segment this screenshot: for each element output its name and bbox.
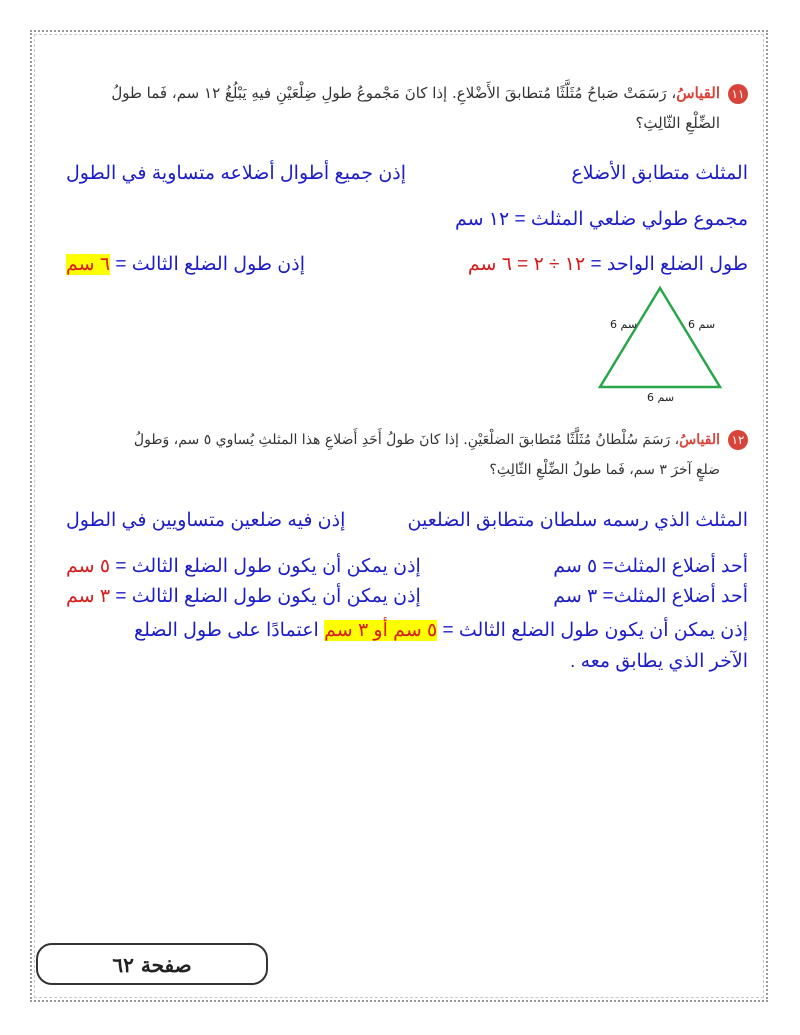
answer-2-conclusion-line-1 [134, 619, 748, 643]
answer-2-line-1-right: المثلث الذي رسمه سلطان متطابق الضلعين [407, 510, 748, 531]
answer-1-line-1-right: المثلث متطابق الأضلاع [571, 163, 748, 184]
triangle-left-label: 6 سم [610, 318, 638, 331]
question-2-text: رَسَمَ سُلْطانُ مُثَلَّثًا مُتَطابقَ الضلْعَيْنِ. إذا كانَ طولُ أَحَدِ أَضلاعِ هذا المثلثِ يُساوي ٥ سم، وَطولُ [133, 432, 671, 448]
third-side-value: ٦ سم [66, 254, 111, 275]
page-number-box [36, 943, 268, 985]
page-number: صفحة ٦٢ [112, 953, 192, 977]
answer-2-conclusion-line-2: الآخر الذي يطابق معه . [570, 651, 748, 672]
answer-2-line-2-left [66, 555, 421, 579]
possible-third-side-value-2: ٣ سم [66, 586, 111, 607]
side-length-calc: ١٢ ÷ ٢ = ٦ سم [467, 254, 586, 275]
answer-2-line-3-left [66, 585, 421, 609]
triangle-bottom-label: 6 سم [647, 391, 675, 403]
question-2-line-1: ١٢القياسُ، رَسَمَ سُلْطانُ مُثَلَّثًا مُتَطابقَ الضلْعَيْنِ. إذا كانَ طولُ أَحَدِ أَضلاعِ هذا المثلثِ يُساوي ٥ سم، وَطولُ [88, 425, 748, 455]
third-side-label: إذن طول الضلع الثالث = [115, 254, 305, 275]
answer-2-line-2-right: أحد أضلاع المثلث= ٥ سم [553, 556, 748, 577]
question-1-number-badge: ١١ [728, 84, 748, 104]
side-length-label: طول الضلع الواحد = [590, 254, 748, 275]
question-1-keyword: القياسُ [676, 84, 720, 102]
conclusion-value: ٥ سم أو ٣ سم [324, 620, 438, 641]
question-1-text: رَسَمَتْ صَباحُ مُثَلَّثًا مُتطابقَ الأَضْلاعِ. إذا كانَ مَجْموعُ طولِ ضِلْعَيْنِ فيهِ يَبْلُغُ ١٢ سم، فَما طولُ [111, 84, 667, 102]
answer-2-line-1-left: إذن فيه ضلعين متساويين في الطول [66, 510, 346, 531]
answer-1-line-2: مجموع طولي ضلعي المثلث = ١٢ سم [454, 209, 748, 230]
question-2 [88, 425, 748, 485]
answer-1-line-3-right [468, 253, 748, 277]
triangle-right-label: 6 سم [688, 318, 716, 331]
possible-third-side-label-2: إذن يمكن أن يكون طول الضلع الثالث = [115, 586, 421, 607]
possible-third-side-label-1: إذن يمكن أن يكون طول الضلع الثالث = [115, 556, 421, 577]
triangle-shape [600, 288, 720, 387]
question-2-line-2: ضلعٍ آخرَ ٣ سم، فَما طولُ الضِّلْعِ الثّالِثِ؟ [489, 462, 720, 478]
conclusion-text-1: إذن يمكن أن يكون طول الضلع الثالث = [442, 620, 748, 641]
answer-2-line-3-right: أحد أضلاع المثلث= ٣ سم [553, 586, 748, 607]
question-2-keyword: القياسُ [679, 432, 720, 448]
question-1 [58, 78, 748, 138]
conclusion-text-2: اعتمادًا على طول الضلع [133, 620, 319, 641]
equilateral-triangle-figure [590, 283, 730, 403]
question-1-line-2: الضِّلْعِ الثّالِثِ؟ [635, 114, 720, 132]
answer-1-line-1-left: إذن جميع أطوال أضلاعه متساوية في الطول [66, 163, 407, 184]
question-1-line-1: ١١القياسُ، رَسَمَتْ صَباحُ مُثَلَّثًا مُتطابقَ الأَضْلاعِ. إذا كانَ مَجْموعُ طولِ ضِلْعَيْنِ فيهِ يَبْلُغُ ١٢ سم، فَما طولُ [58, 78, 748, 108]
question-2-number-badge: ١٢ [728, 430, 748, 450]
possible-third-side-value-1: ٥ سم [66, 556, 111, 577]
answer-1-line-3-left [66, 253, 305, 277]
